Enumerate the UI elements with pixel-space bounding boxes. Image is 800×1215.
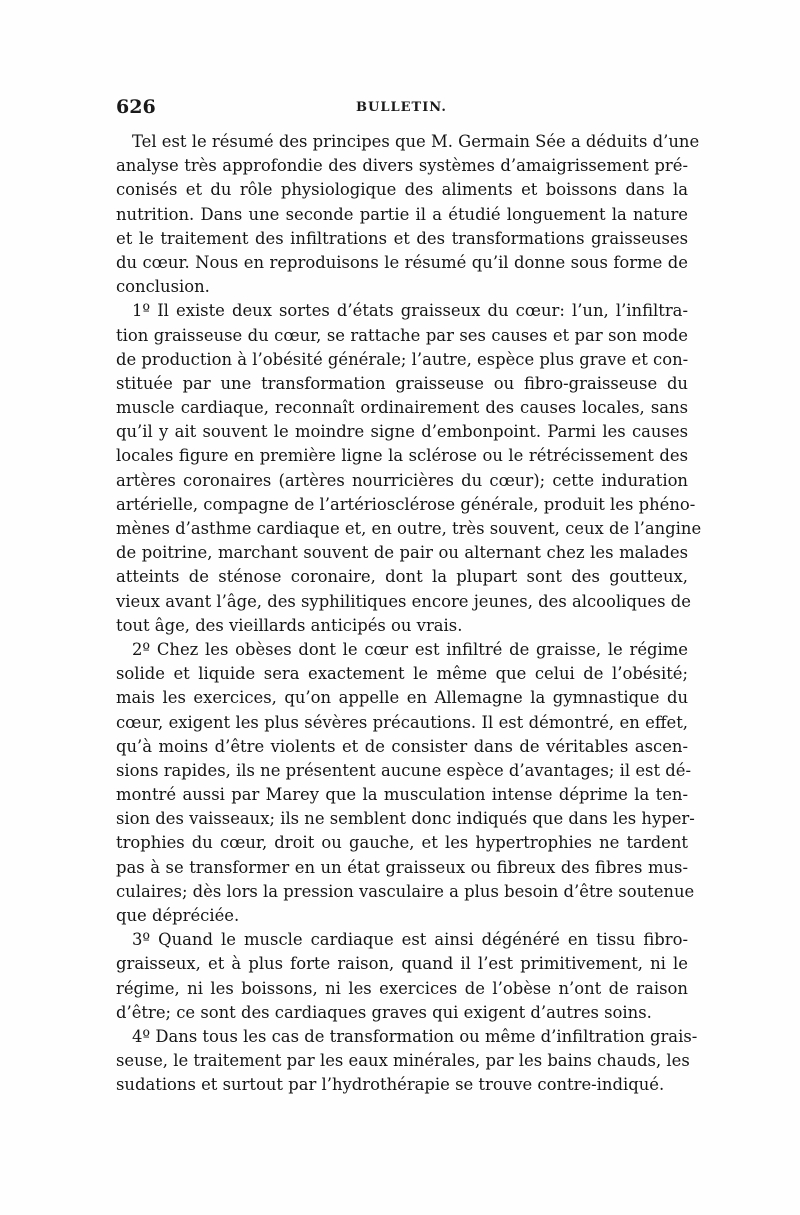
text-line: analyse très approfondie des divers systèmes d’amaigrissement pré- [116,156,688,176]
text-line: trophies du cœur, droit ou gauche, et les hypertrophies ne tardent [116,833,688,853]
text-line: sudations et surtout par l’hydrothérapie se trouve contre-indiqué. [116,1075,665,1095]
text-line: mais les exercices, qu’on appelle en Allemagne la gymnastique du [116,688,688,708]
text-line: qu’à moins d’être violents et de consister dans de véritables ascen- [116,736,688,756]
text-line: atteints de sténose coronaire, dont la plupart sont des goutteux, [116,567,688,587]
text-line: que dépréciée. [116,906,240,925]
text-line: graisseux, et à plus forte raison, quand il l’est primitivement, ni le [116,954,688,974]
text-line: locales figure en première ligne la sclérose ou le rétrécissement des [116,446,688,466]
text-line: sions rapides, ils ne présentent aucune espèce d’avantages; il est dé- [116,760,691,780]
text-line: d’être; ce sont des cardiaques graves qui exigent d’autres soins. [116,1002,652,1022]
text-line: solide et liquide sera exactement le même que celui de l’obésité; [116,664,688,684]
text-line: cœur, exigent les plus sévères précautions. Il est démontré, en effet, [116,712,688,732]
text-line: sion des vaisseaux; ils ne semblent donc indiqués que dans les hyper- [116,809,695,829]
text-line: 1º Il existe deux sortes d’états graisseux du cœur: l’un, l’infiltra- [132,301,688,321]
text-line: montré aussi par Marey que la musculation intense déprime la ten- [116,785,688,805]
text-line: conisés et du rôle physiologique des aliments et boissons dans la [116,180,688,200]
text-line: conclusion. [116,277,210,297]
running-head: BULLETIN. [356,100,447,115]
text-line: stituée par une transformation graisseuse ou fibro-graisseuse du [116,373,688,393]
text-line: culaires; dès lors la pression vasculaire a plus besoin d’être soutenue [116,881,695,901]
text-line: 2º Chez les obèses dont le cœur est infiltré de graisse, le régime [132,639,688,659]
text-line: de production à l’obésité générale; l’autre, espèce plus grave et con- [116,349,689,369]
text-line: qu’il y ait souvent le moindre signe d’embonpoint. Parmi les causes [116,422,688,442]
text-line: seuse, le traitement par les eaux minérales, par les bains chauds, les [116,1051,690,1071]
text-line: pas à se transformer en un état graisseux ou fibreux des fibres mus- [116,857,688,877]
text-line: régime, ni les boissons, ni les exercices de l’obèse n’ont de raison [116,978,688,998]
text-line: du cœur. Nous en reproduisons le résumé qu’il donne sous forme de [116,252,688,272]
body-text [116,130,702,1098]
text-line: artères coronaires (artères nourricières du cœur); cette induration [116,470,688,490]
text-line: 3º Quand le muscle cardiaque est ainsi dégénéré en tissu fibro- [132,930,688,950]
text-line: tion graisseuse du cœur, se rattache par ses causes et par son mode [116,325,688,345]
text-line: nutrition. Dans une seconde partie il a étudié longuement la nature [116,204,688,224]
text-line: tout âge, des vieillards anticipés ou vrais. [116,615,463,635]
text-line: artérielle, compagne de l’artériosclérose générale, produit les phéno- [116,494,696,514]
text-line: de poitrine, marchant souvent de pair ou alternant chez les malades [116,543,688,563]
page-header [116,96,686,124]
text-line: Tel est le résumé des principes que M. Germain Sée a déduits d’une [132,132,700,151]
text-line: 4º Dans tous les cas de transformation ou même d’infiltration grais- [132,1026,698,1046]
text-line: et le traitement des infiltrations et des transformations graisseuses [116,228,688,248]
text-line: vieux avant l’âge, des syphilitiques encore jeunes, des alcooliques de [116,591,691,611]
page-number: 626 [116,96,156,118]
text-line: mènes d’asthme cardiaque et, en outre, très souvent, ceux de l’angine [116,519,702,538]
text-line: muscle cardiaque, reconnaît ordinairement des causes locales, sans [116,398,688,418]
